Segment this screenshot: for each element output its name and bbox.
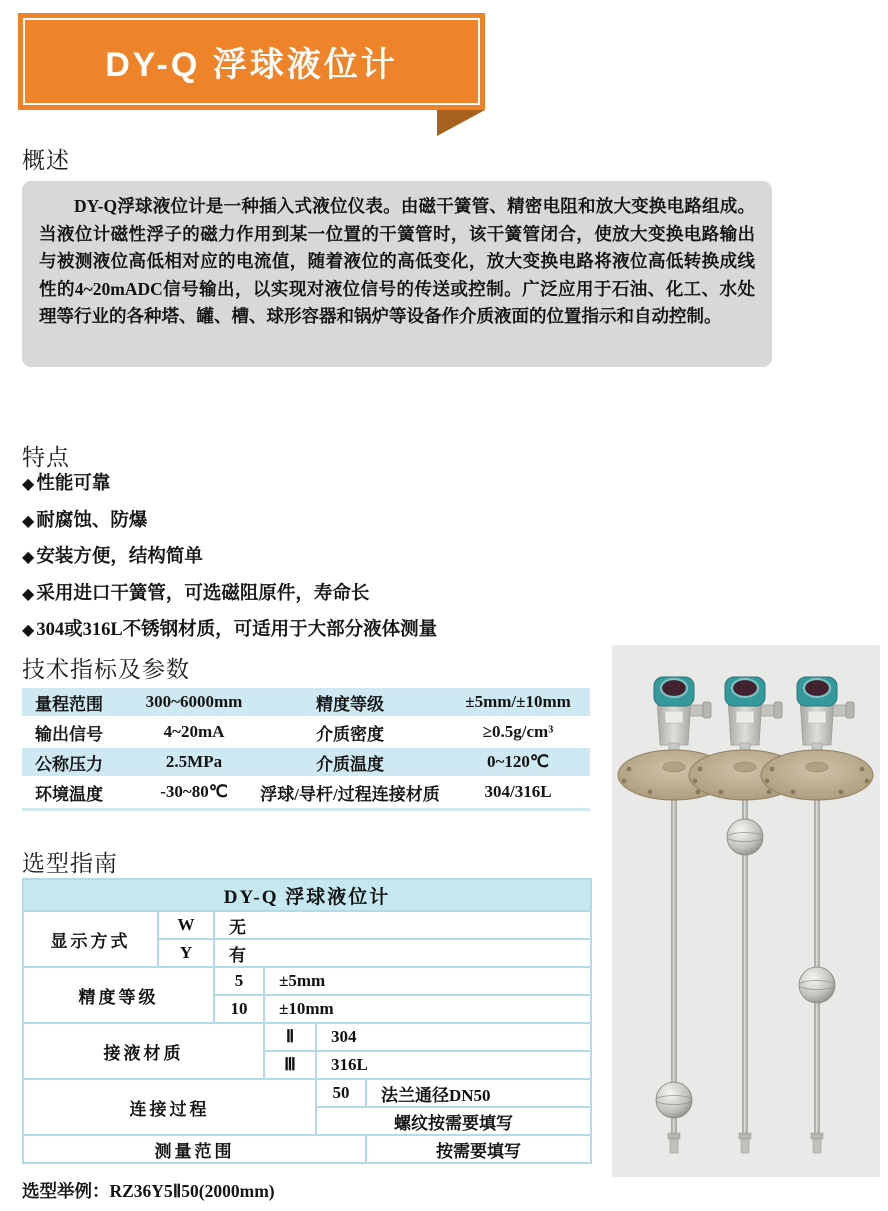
transmitter-middle [689,677,801,1153]
page-title: DY-Q 浮球液位计 [105,46,398,84]
spec-label: 浮球/导杆/过程连接材质 [260,784,440,804]
overview-heading: 概述 [22,147,70,173]
title-banner [18,13,485,110]
feature-item [22,576,437,613]
option-code: 10 [214,995,264,1023]
table-row [23,879,591,911]
feature-item [22,612,437,649]
selection-group-label: 连接过程 [23,1079,316,1135]
table-row [23,1135,591,1163]
selection-table [22,878,592,1164]
selection-example: 选型举例：RZ36Y5Ⅱ50(2000mm) [22,1181,275,1201]
overview-panel [22,181,772,367]
spec-label: 公称压力 [35,754,103,774]
option-desc: ±5mm [264,967,591,995]
diamond-bullet-icon: ◆ [22,583,35,603]
specs-row [22,748,590,776]
spec-value: 0~120℃ [487,752,549,771]
spec-value: ±5mm/±10mm [465,692,571,711]
table-row [23,1023,591,1051]
spec-value: 2.5MPa [165,752,223,771]
spec-value: 304/316L [484,782,552,801]
spec-label: 介质温度 [316,754,384,774]
option-desc: 316L [316,1051,591,1079]
option-code: W [158,911,214,939]
diamond-bullet-icon: ◆ [22,620,35,639]
spec-label: 输出信号 [35,724,103,744]
specs-row [22,718,590,746]
feature-text: 性能可靠 [36,474,111,494]
selection-table-title: DY-Q 浮球液位计 [23,879,591,911]
feature-text: 耐腐蚀、防爆 [36,510,148,531]
float-ball [656,1082,692,1118]
selection-group-label: 测量范围 [23,1135,366,1163]
option-desc: 有 [214,939,591,967]
feature-text: 304或316L不锈钢材质，可适用于大部分液体测量 [36,620,438,640]
features-heading: 特点 [22,444,70,470]
diamond-bullet-icon: ◆ [22,474,35,493]
specs-heading: 技术指标及参数 [22,656,190,682]
diamond-bullet-icon: ◆ [22,547,35,566]
option-desc: 无 [214,911,591,939]
spec-label: 量程范围 [35,694,103,714]
spec-label: 介质密度 [316,724,384,744]
feature-text: 安装方便，结构简单 [36,547,203,567]
spec-value: ≥0.5g/cm³ [482,722,554,741]
float-ball [799,967,835,1003]
option-desc: ±10mm [264,995,591,1023]
specs-table [22,688,590,811]
table-row [23,911,591,939]
selection-group-label: 精度等级 [23,967,214,1023]
spec-label: 环境温度 [35,784,103,804]
spec-label: 精度等级 [316,694,384,714]
feature-item [22,466,437,503]
option-code: 5 [214,967,264,995]
table-row [23,1079,591,1107]
option-desc: 法兰通径DN50 [366,1079,591,1107]
selection-heading: 选型指南 [22,850,118,876]
option-desc: 304 [316,1023,591,1051]
features-list [22,466,437,649]
transmitter-right [761,677,873,1153]
spec-value: 300~6000mm [145,692,243,711]
option-desc: 螺纹按需要填写 [316,1107,591,1135]
float-level-transmitters-illustration [612,645,880,1177]
selection-group-label: 接液材质 [23,1023,264,1079]
option-code: Y [158,939,214,967]
specs-bottom-rule [22,808,590,811]
selection-group-label: 显示方式 [23,911,158,967]
overview-paragraph: DY-Q浮球液位计是一种插入式液位仪表。由磁干簧管、精密电阻和放大变换电路组成。当液位计磁性浮子的磁力作用到某一位置的干簧管时，该干簧管闭合，使放大变换电路输出与被测液位高低相对应的电流值，随着液位的高低变化，放大变换电路将液位高低转换成线性的4~20mADC信号输出，以实现对液位信号的传送或控制。广泛应用于石油、化工、水处理等行业的各种塔、罐、槽、球形容器和锅炉等设备作介质液面的位置指示和自动控制。 [39,196,755,326]
feature-item [22,539,437,576]
banner-fold-ribbon-icon [437,110,485,136]
diamond-bullet-icon: ◆ [22,510,35,530]
option-desc: 按需要填写 [366,1135,591,1163]
option-code: Ⅱ [264,1023,316,1051]
transmitter-left [618,677,730,1153]
option-code: 50 [316,1079,366,1107]
product-photo [612,645,880,1177]
spec-value: 4~20mA [163,722,225,741]
specs-row [22,778,590,806]
spec-value: -30~80℃ [160,782,228,801]
feature-text: 采用进口干簧管，可选磁阻原件，寿命长 [36,583,370,604]
option-code: Ⅲ [264,1051,316,1079]
table-row [23,967,591,995]
feature-item [22,503,437,540]
specs-row [22,688,590,716]
float-ball [727,819,763,855]
title-banner-border [23,18,480,105]
